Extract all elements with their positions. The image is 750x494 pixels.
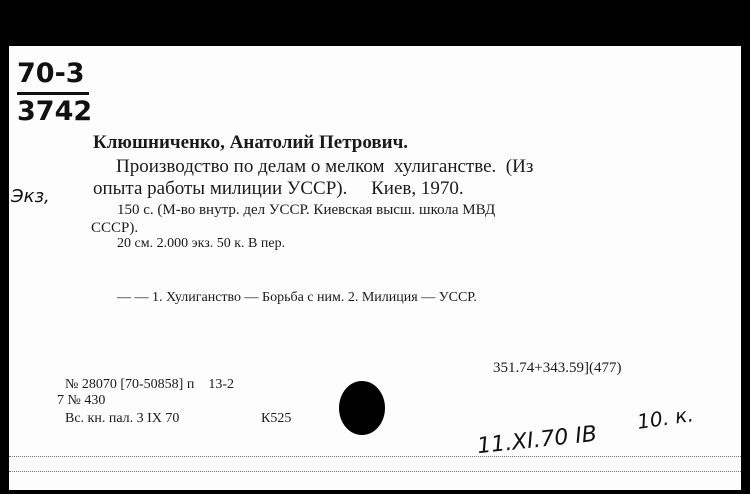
- collation-line-2: СССР).: [91, 220, 139, 236]
- classification-index: 351.74+343.59](477): [493, 360, 622, 376]
- physical-description: 20 см. 2.000 экз. 50 к. В пер.: [117, 236, 286, 251]
- title-line-1: Производство по делам о мелком хулиганстве. (Из: [116, 156, 534, 177]
- call-number-line1: 70-3: [17, 58, 85, 89]
- catalog-card: [9, 46, 741, 490]
- collation-line-1: 150 с. (М-во внутр. дел УССР. Киевская высш. школа МВД: [117, 202, 496, 218]
- catalog-code: К525: [261, 411, 292, 426]
- record-number-2: 7 № 430: [57, 393, 106, 408]
- call-number-line2: 3742: [17, 96, 93, 127]
- guide-line: [9, 456, 741, 457]
- book-chamber-date: Вс. кн. пал. 3 IX 70: [65, 411, 180, 426]
- record-number: № 28070 [70-50858] п 13-2: [65, 377, 234, 392]
- guide-line: [9, 471, 741, 472]
- margin-note: Экз,: [11, 186, 50, 207]
- handwritten-date: 11.XI.70 IВ: [476, 421, 599, 460]
- handwritten-mark: 10. к.: [635, 402, 696, 434]
- punch-hole: [339, 381, 385, 435]
- title-line-2: опыта работы милиции УССР). Киев, 1970.: [93, 178, 464, 199]
- call-number-underline: [17, 92, 89, 95]
- author-heading: Клюшниченко, Анатолий Петрович.: [93, 132, 409, 153]
- subject-headings: — — 1. Хулиганство — Борьба с ним. 2. Милиция — УССР.: [117, 290, 477, 305]
